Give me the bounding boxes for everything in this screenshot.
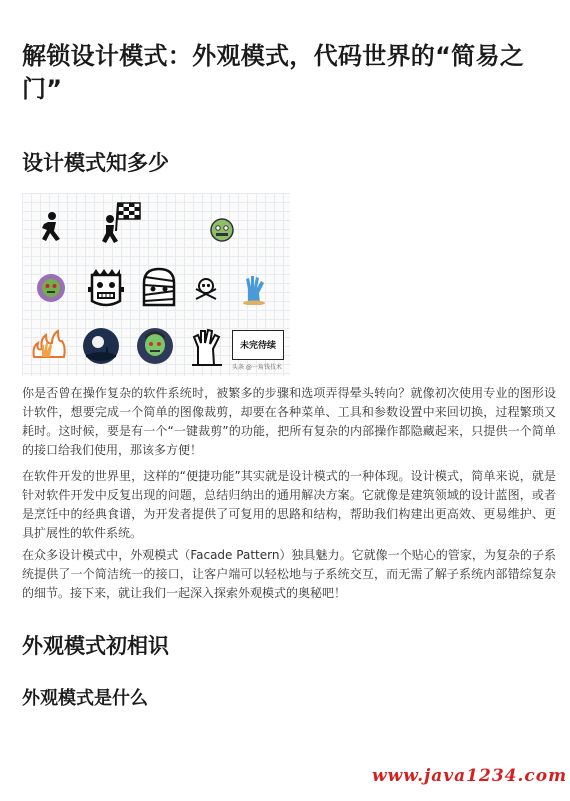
moon-night-icon xyxy=(82,327,120,365)
checkered-flag-runner-icon xyxy=(100,201,144,245)
section-heading-design-patterns: 设计模式知多少 xyxy=(22,151,169,175)
section-heading-facade-intro: 外观模式初相识 xyxy=(22,634,169,658)
skull-crossbones-icon xyxy=(194,277,218,301)
zombie-face-icon xyxy=(136,327,174,365)
zombie-hand-blue-icon xyxy=(240,273,270,305)
hand-fire-icon xyxy=(30,325,68,359)
paragraph-intro: 你是否曾在操作复杂的软件系统时，被繁多的步骤和选项弄得晕头转向？就像初次使用专业的图形设计软件，想要完成一个简单的图像裁剪，却要在各种菜单、工具和参数设置中来回切换，过程繁琐又耗时。这时候，要是有一个“一键裁剪”的功能，把所有复杂的内部操作都隐藏起来，只提供一个简单的接口给我们使用，那该多方便！ xyxy=(22,386,556,457)
site-watermark: www.java1234.com xyxy=(372,766,568,786)
paragraph-facade: 在众多设计模式中，外观模式（Facade Pattern）独具魅力。它就像一个贴心的管家，为复杂的子系统提供了一个简洁统一的接口，让客户端可以轻松地与子系统交互，而无需了解子系统内部错综复杂的细节。接下来，就让我们一起深入探索外观模式的奥秘吧！ xyxy=(22,548,556,600)
zombie-head-icon xyxy=(209,217,235,243)
frankenstein-icon xyxy=(86,267,126,309)
zombie-circle-icon xyxy=(36,273,66,303)
running-figure-icon xyxy=(36,211,66,245)
page-title: 解锁设计模式：外观模式，代码世界的“简易之门” xyxy=(22,42,525,103)
paragraph-design-patterns: 在软件开发的世界里，这样的“便捷功能”其实就是设计模式的一种体现。设计模式，简单来说，就是针对软件开发中反复出现的问题，总结归纳出的通用解决方案。它就像是建筑领域的设计蓝图，或者是烹饪中的经典食谱，为开发者提供了可复用的思路和结构，帮助我们构建出更高效、更易维护、更具扩展性的软件系统。 xyxy=(22,469,556,540)
figure-caption: 头条 @一角钱技术 xyxy=(232,364,282,371)
hand-rising-icon xyxy=(190,327,224,367)
to-be-continued-stamp: 未完待续 xyxy=(232,330,284,360)
subsection-heading-what-is-facade: 外观模式是什么 xyxy=(22,688,148,709)
illustration-figure xyxy=(22,193,290,376)
mummy-icon xyxy=(140,267,178,307)
